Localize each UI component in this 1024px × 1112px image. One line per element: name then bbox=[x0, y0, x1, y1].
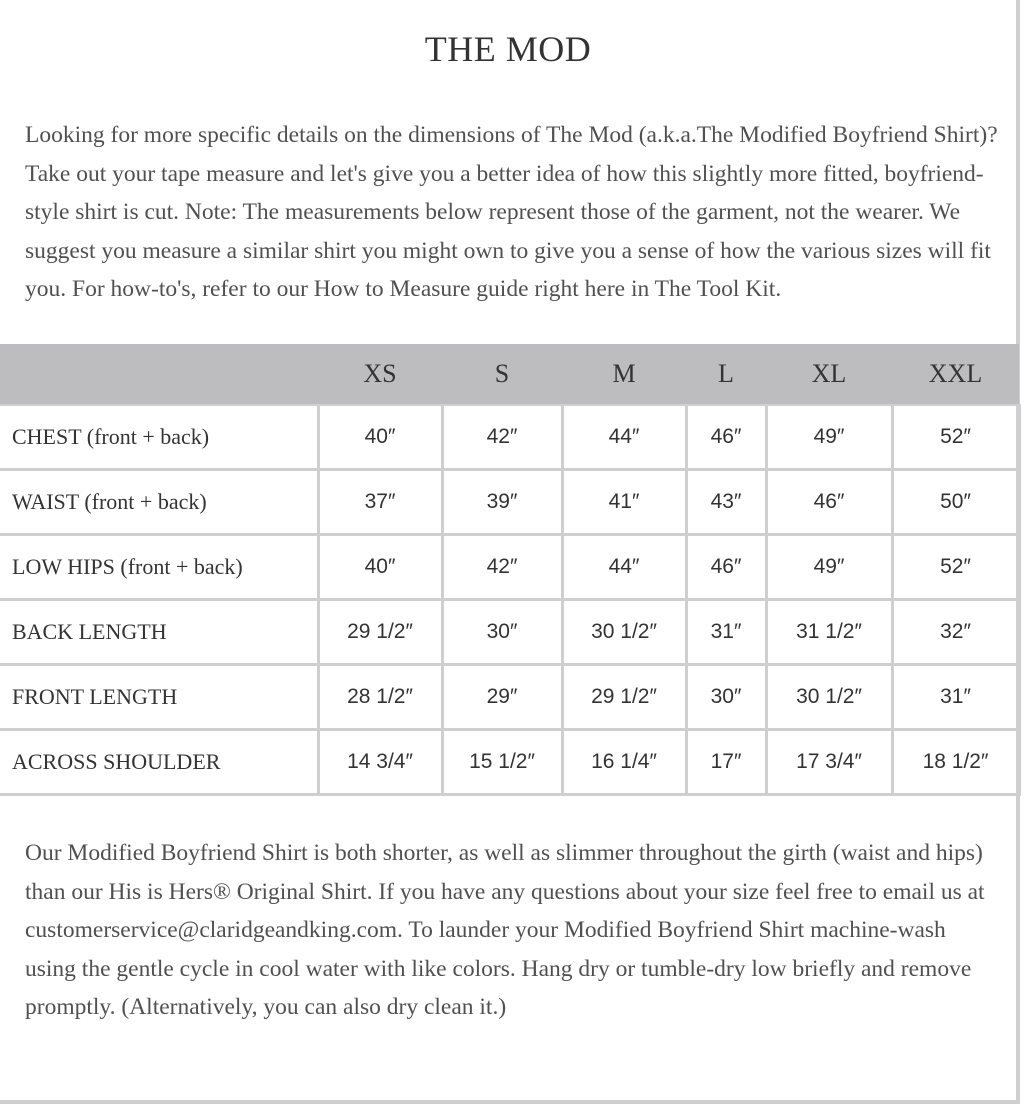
measurement-value: 15 1/2″ bbox=[442, 730, 562, 795]
page-title: THE MOD bbox=[424, 29, 592, 69]
measurement-label: BACK LENGTH bbox=[0, 600, 318, 665]
table-row bbox=[0, 470, 1019, 535]
measurement-value: 46″ bbox=[686, 535, 766, 600]
size-header: XL bbox=[766, 344, 892, 405]
table-row bbox=[0, 730, 1019, 795]
measurement-value: 30″ bbox=[686, 665, 766, 730]
size-header: M bbox=[562, 344, 686, 405]
measurement-value: 16 1/4″ bbox=[562, 730, 686, 795]
measurement-value: 31″ bbox=[892, 665, 1019, 730]
size-header: XS bbox=[318, 344, 442, 405]
intro-paragraph: Looking for more specific details on the dimensions of The Mod (a.k.a.The Modified Boyfriend Shirt)? Take out your tape measure and let's give you a better idea of how this slightly more fitted, boyfriend-style shirt is cut. Note: The measurements below represent those of the garment, not the wearer. We suggest you measure a similar shirt you might own to give you a sense of how the various sizes will fit you. For how-to's, refer to our How to Measure guide right here in The Tool Kit. bbox=[25, 122, 998, 303]
measurement-value: 31 1/2″ bbox=[766, 600, 892, 665]
table-row bbox=[0, 600, 1019, 665]
measurement-label: LOW HIPS (front + back) bbox=[0, 535, 318, 600]
measurement-value: 39″ bbox=[442, 470, 562, 535]
table-row bbox=[0, 405, 1019, 470]
measurement-value: 17″ bbox=[686, 730, 766, 795]
measurement-value: 18 1/2″ bbox=[892, 730, 1019, 795]
measurement-value: 42″ bbox=[442, 535, 562, 600]
measurement-value: 43″ bbox=[686, 470, 766, 535]
measurement-label: CHEST (front + back) bbox=[0, 405, 318, 470]
measurement-value: 42″ bbox=[442, 405, 562, 470]
table-row bbox=[0, 665, 1019, 730]
size-header: S bbox=[442, 344, 562, 405]
measurement-value: 44″ bbox=[562, 535, 686, 600]
measurement-value: 17 3/4″ bbox=[766, 730, 892, 795]
measurement-value: 46″ bbox=[686, 405, 766, 470]
measurement-value: 29 1/2″ bbox=[318, 600, 442, 665]
size-chart-table bbox=[0, 344, 1021, 796]
measurement-value: 46″ bbox=[766, 470, 892, 535]
measurement-value: 40″ bbox=[318, 535, 442, 600]
measurement-value: 30 1/2″ bbox=[562, 600, 686, 665]
measurement-value: 30 1/2″ bbox=[766, 665, 892, 730]
measurement-value: 44″ bbox=[562, 405, 686, 470]
measurement-value: 49″ bbox=[766, 405, 892, 470]
size-header: XXL bbox=[892, 344, 1019, 405]
measurement-value: 14 3/4″ bbox=[318, 730, 442, 795]
size-header: L bbox=[686, 344, 766, 405]
measurement-value: 52″ bbox=[892, 405, 1019, 470]
measurement-value: 52″ bbox=[892, 535, 1019, 600]
measurement-value: 30″ bbox=[442, 600, 562, 665]
measurement-value: 29″ bbox=[442, 665, 562, 730]
measurement-value: 29 1/2″ bbox=[562, 665, 686, 730]
measurement-value: 32″ bbox=[892, 600, 1019, 665]
measurement-label: WAIST (front + back) bbox=[0, 470, 318, 535]
header-corner bbox=[0, 344, 318, 405]
measurement-value: 49″ bbox=[766, 535, 892, 600]
measurement-value: 50″ bbox=[892, 470, 1019, 535]
measurement-value: 37″ bbox=[318, 470, 442, 535]
measurement-label: FRONT LENGTH bbox=[0, 665, 318, 730]
table-row bbox=[0, 535, 1019, 600]
measurement-value: 40″ bbox=[318, 405, 442, 470]
measurement-value: 41″ bbox=[562, 470, 686, 535]
measurement-value: 28 1/2″ bbox=[318, 665, 442, 730]
size-header-row bbox=[0, 344, 1019, 405]
care-paragraph: Our Modified Boyfriend Shirt is both shorter, as well as slimmer throughout the girth (waist and hips) than our His is Hers® Original Shirt. If you have any questions about your size feel free to email us at customerservice@claridgeandking.com. To launder your Modified Boyfriend Shirt machine-wash using the gentle cycle in cool water with like colors. Hang dry or tumble-dry low briefly and remove promptly. (Alternatively, you can also dry clean it.) bbox=[25, 840, 985, 1021]
measurement-value: 31″ bbox=[686, 600, 766, 665]
measurement-label: ACROSS SHOULDER bbox=[0, 730, 318, 795]
